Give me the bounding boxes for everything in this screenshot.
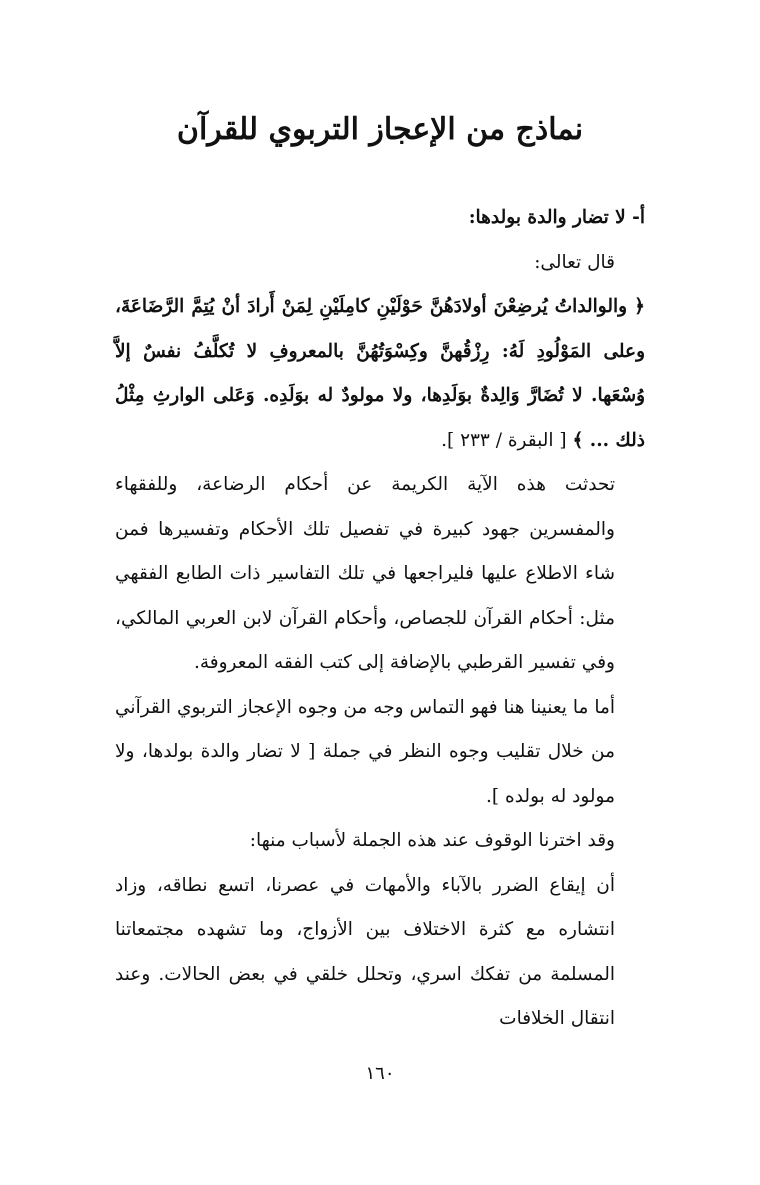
quran-verse: ﴿ والوالداتُ يُرضِعْنَ أولادَهُنَّ حَوْلَيْنِ كامِلَيْنِ لِمَنْ أَرادَ أنْ يُتِمَّ الرَّضَاعَةَ، وعلى المَوْلُودِ لَهُ: رِزْقُهنَّ وكِسْوَتُهُنَّ بالمعروفِ لا تُكلَّفُ نفسٌ إلاَّ وُسْعَها. لا تُضَارَّ وَالِدةٌ بوَلَدِها، ولا مولودٌ له بوَلَدِه. وَعَلى الوارثِ مِثْلُ ذلك ... ﴾ <box>115 296 645 451</box>
section-heading: أ- لا تضار والدة بولدها: <box>468 207 645 228</box>
verse-reference: [ البقرة / ٢٣٣ ]. <box>441 429 567 451</box>
paragraph-4: أن إيقاع الضرر بالآباء والأمهات في عصرنا، اتسع نطاقه، وزاد انتشاره مع كثرة الاختلاف بين الأزواج، وما تشهده مجتمعاتنا المسلمة من تفكك اسري، وتحلل خلقي في بعض الحالات. وعند انتقال الخلافات <box>115 874 615 1029</box>
paragraph-3: وقد اخترنا الوقوف عند هذه الجملة لأسباب منها: <box>249 830 615 851</box>
verse-intro: قال تعالى: <box>534 251 615 273</box>
paragraph-1: تحدثت هذه الآية الكريمة عن أحكام الرضاعة، وللفقهاء والمفسرين جهود كبيرة في تفصيل تلك الأحكام وتفسيرها فمن شاء الاطلاع عليها فليراجعها في تلك التفاسير ذات الطابع الفقهي مثل: أحكام القرآن للجصاص، وأحكام القرآن لابن العربي المالكي، وفي تفسير القرطبي بالإضافة إلى كتب الفقه المعروفة. <box>115 474 615 673</box>
page-number: ١٦٠ <box>365 1063 395 1084</box>
paragraph-2: أما ما يعنينا هنا فهو التماس وجه من وجوه الإعجاز التربوي القرآني من خلال تقليب وجوه النظر في جملة [ لا تضار والدة بولدها، ولا مولود له بولده ]. <box>115 696 615 807</box>
quran-verse-block <box>115 285 645 463</box>
page-title: نماذج من الإعجاز التربوي للقرآن <box>176 112 584 147</box>
body-text <box>115 196 645 1042</box>
